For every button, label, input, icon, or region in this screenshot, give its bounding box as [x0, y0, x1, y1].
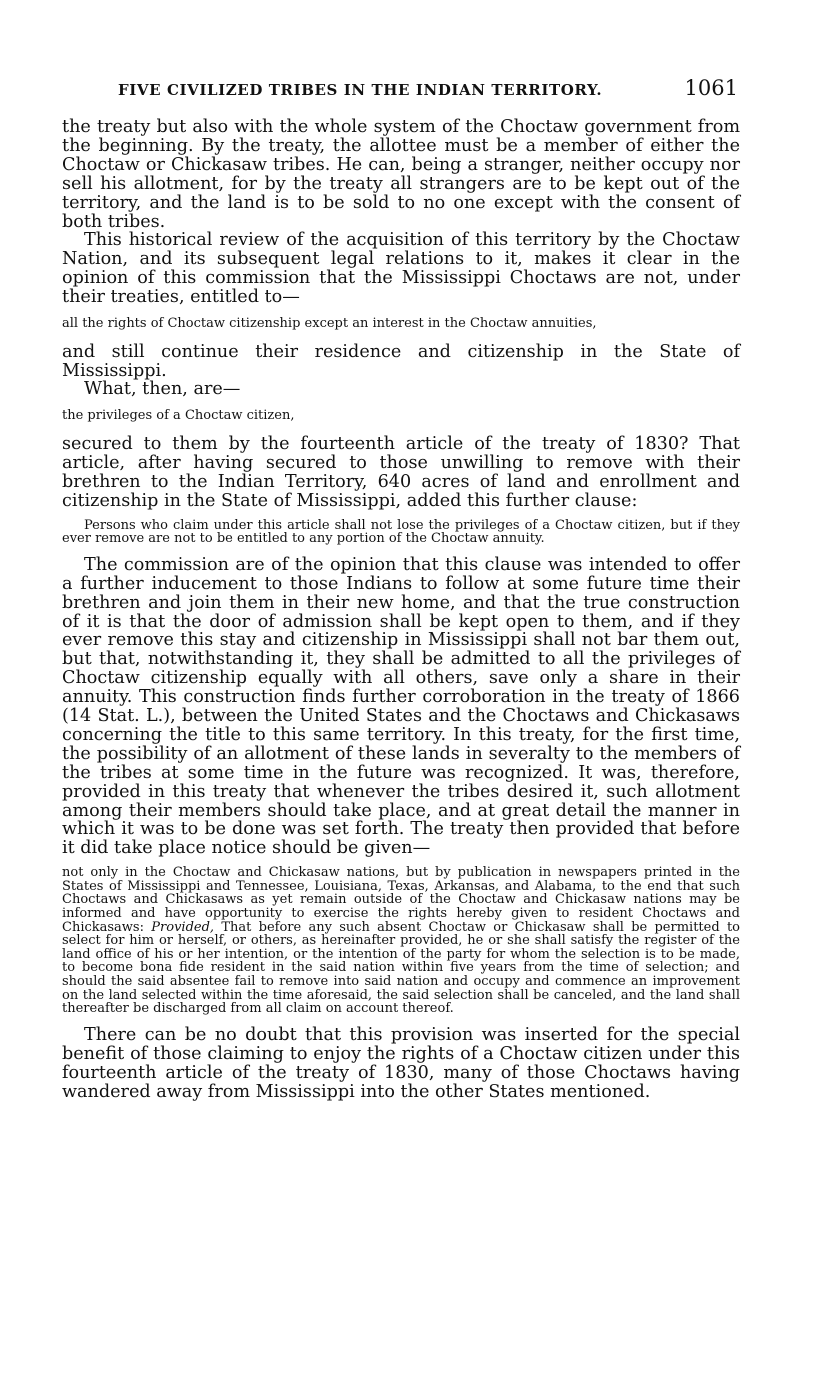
- quote-4-provided: Provided,: [151, 919, 215, 935]
- paragraph-4: What, then, are—: [84, 379, 241, 400]
- quote-4: [62, 866, 740, 1016]
- paragraph-1: the treaty but also with the whole system of the Choctaw government from the beginning. By the treaty, the allottee must be a member of either the Choctaw or Chickasaw tribes. He can, being a stranger, neither occupy nor sell his allotment, for by the treaty all strangers are to be kept out of the territory, and the land is to be sold to no one except with the consent of both tribes.: [62, 117, 740, 232]
- quote-3: Persons who claim under this article shall not lose the privileges of a Choctaw citizen, but if they ever remove are not to be entitled to any portion of the Choctaw annuity.: [62, 517, 740, 547]
- page-body: [62, 118, 740, 1101]
- quote-4-part-1: not only in the Choctaw and Chickasaw nations, but by publication in newspapers printed in the States of Mississippi and Tennessee, Louisiana, Texas, Arkansas, and Alabama, to the end that such Choctaws and Chickasaws as yet remain outside of the Choctaw and Chickasaw nations may be informed and have opportunity to exercise the rights hereby given to resident Choctaws and Chickasaws:: [62, 865, 740, 935]
- quote-1: all the rights of Choctaw citizenship except an interest in the Choctaw annuities,: [62, 316, 597, 332]
- running-title: FIVE CIVILIZED TRIBES IN THE INDIAN TERRITORY.: [118, 81, 603, 99]
- paragraph-3: and still continue their residence and citizenship in the State of Mississippi.: [62, 341, 740, 381]
- running-header: [118, 76, 738, 100]
- paragraph-2: This historical review of the acquisition of this territory by the Choctaw Nation, and its subsequent legal relations to it, makes it clear in the opinion of this commission that the Mississippi Choctaws are not, under their treaties, entitled to—: [62, 230, 740, 308]
- page-number: 1061: [684, 76, 738, 100]
- quote-4-part-2: That before any such absent Choctaw or Chickasaw shall be permitted to select for him or herself, or others, as hereinafter provided, he or she shall satisfy the register of the land office of his or her intention, or the intention of the party for whom the selection is to be made, to become bona fide resident in the said nation within five years from the time of selection; and should the said absentee fail to remove into said nation and occupy and commence an improvement on the land selected within the time aforesaid, the said selection shall be canceled, and the land shall thereafter be discharged from all claim on account thereof.: [62, 919, 740, 1017]
- paragraph-7: There can be no doubt that this provision was inserted for the special benefit of those claiming to enjoy the rights of a Choctaw citizen under this fourteenth article of the treaty of 1830, many of those Choctaws having wandered away from Mississippi into the other States mentioned.: [62, 1024, 740, 1102]
- paragraph-6: The commission are of the opinion that this clause was intended to offer a further inducement to those Indians to follow at some future time their brethren and join them in their new home, and that the true construction of it is that the door of admission shall be kept open to them, and if they ever remove this stay and citizenship in Mississippi shall not bar them out, but that, notwithstanding it, they shall be admitted to all the privileges of Choctaw citizenship equally with all others, save only a share in their annuity. This construction finds further corroboration in the treaty of 1866 (14 Stat. L.), between the United States and the Choctaws and Chickasaws concerning the title to this same territory. In this treaty, for the first time, the possibility of an allotment of these lands in severalty to the members of the tribes at some time in the future was recognized. It was, therefore, provided in this treaty that whenever the tribes desired it, such allotment among their members should take place, and at great detail the manner in which it was to be done was set forth. The treaty then provided that before it did take place notice should be given—: [62, 554, 740, 859]
- quote-2: the privileges of a Choctaw citizen,: [62, 408, 295, 424]
- paragraph-5: secured to them by the fourteenth article of the treaty of 1830? That article, after having secured to those unwilling to remove with their brethren to the Indian Territory, 640 acres of land and enrollment and citizenship in the State of Mississippi, added this further clause:: [62, 433, 740, 511]
